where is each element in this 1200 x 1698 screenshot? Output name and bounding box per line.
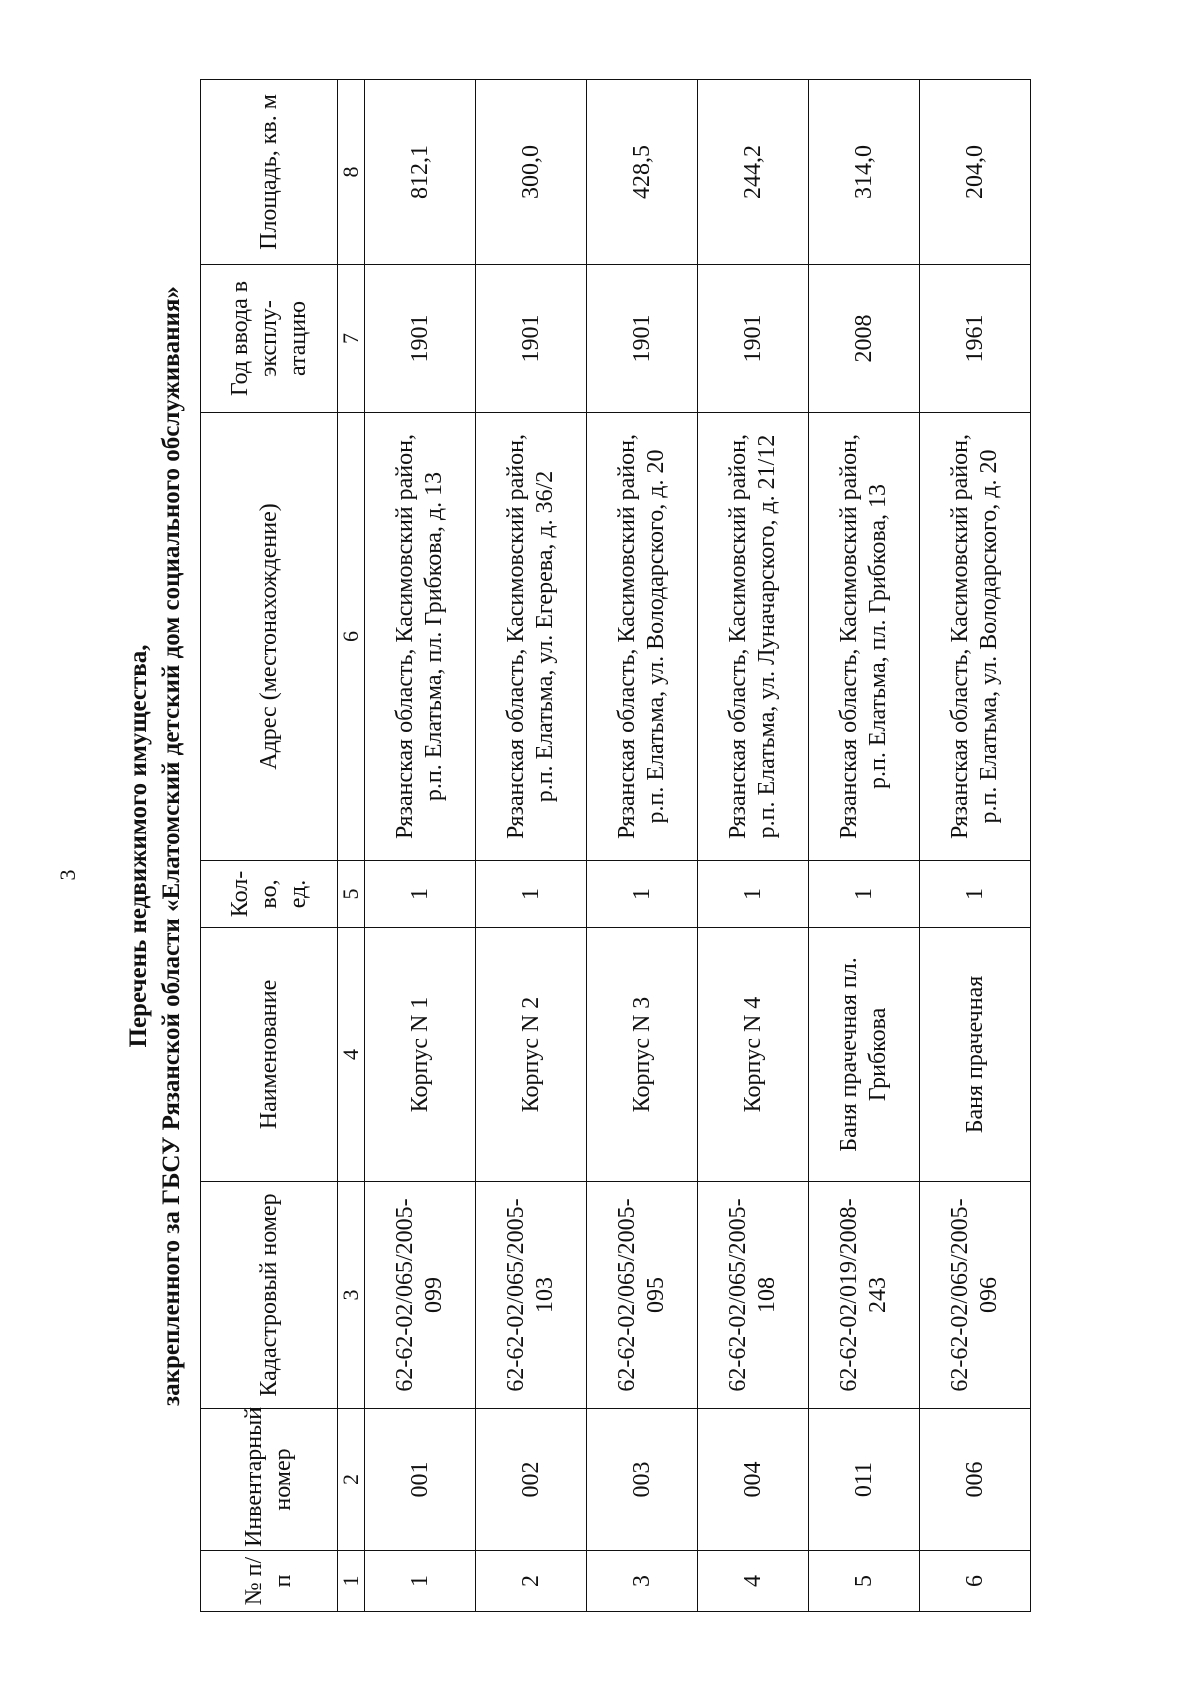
header-cell: Площадь, кв. м bbox=[201, 80, 338, 265]
page-number: 3 bbox=[55, 869, 80, 881]
table-cell: 4 bbox=[698, 1551, 809, 1612]
table-cell: Баня прачечная пл. Грибкова bbox=[809, 928, 920, 1182]
table-cell: 002 bbox=[476, 1409, 587, 1551]
table-cell: 1901 bbox=[476, 265, 587, 413]
table-cell: 1961 bbox=[920, 265, 1031, 413]
table-cell: 1 bbox=[809, 861, 920, 928]
column-number: 1 bbox=[338, 1551, 365, 1612]
table-cell: 1 bbox=[365, 861, 476, 928]
column-number: 7 bbox=[338, 265, 365, 413]
table-row bbox=[587, 80, 698, 1612]
table-cell: 1901 bbox=[698, 265, 809, 413]
table-row bbox=[476, 80, 587, 1612]
table-cell: 62-62-02/065/2005-099 bbox=[365, 1182, 476, 1409]
column-number: 3 bbox=[338, 1182, 365, 1409]
header-cell: Кол-во, ед. bbox=[201, 861, 338, 928]
header-row bbox=[201, 80, 338, 1612]
table-cell: 204,0 bbox=[920, 80, 1031, 265]
table-cell: Корпус N 4 bbox=[698, 928, 809, 1182]
header-cell: Адрес (местонахождение) bbox=[201, 413, 338, 861]
table-cell: 5 bbox=[809, 1551, 920, 1612]
table-cell: 004 bbox=[698, 1409, 809, 1551]
header-cell: Инвентарный номер bbox=[201, 1409, 338, 1551]
table-cell: 300,0 bbox=[476, 80, 587, 265]
table-cell: Рязанская область, Касимовский район, р.п. Елатьма, пл. Грибкова, д. 13 bbox=[365, 413, 476, 861]
table-cell: 62-62-02/065/2005-103 bbox=[476, 1182, 587, 1409]
table-cell: 1901 bbox=[365, 265, 476, 413]
table-cell: 2 bbox=[476, 1551, 587, 1612]
table-cell: Корпус N 1 bbox=[365, 928, 476, 1182]
column-number: 5 bbox=[338, 861, 365, 928]
table-cell: 1901 bbox=[587, 265, 698, 413]
table-cell: 1 bbox=[476, 861, 587, 928]
table-cell: 006 bbox=[920, 1409, 1031, 1551]
rotated-page-content bbox=[80, 72, 1040, 1620]
table-cell: 6 bbox=[920, 1551, 1031, 1612]
table-cell: 1 bbox=[920, 861, 1031, 928]
column-number: 4 bbox=[338, 928, 365, 1182]
table-cell: 1 bbox=[698, 861, 809, 928]
property-table bbox=[200, 79, 1031, 1612]
table-row bbox=[809, 80, 920, 1612]
column-number-row bbox=[338, 80, 365, 1612]
table-cell: 2008 bbox=[809, 265, 920, 413]
header-cell: Наименование bbox=[201, 928, 338, 1182]
table-cell: Баня прачечная bbox=[920, 928, 1031, 1182]
table-cell: 003 bbox=[587, 1409, 698, 1551]
table-cell: 011 bbox=[809, 1409, 920, 1551]
table-cell: 428,5 bbox=[587, 80, 698, 265]
table-cell: 001 bbox=[365, 1409, 476, 1551]
title-line-2: закрепленного за ГБСУ Рязанской области «Елатомский детский дом социального обслуживания» bbox=[158, 286, 185, 1406]
table-row bbox=[365, 80, 476, 1612]
table-cell: Рязанская область, Касимовский район, р.п. Елатьма, ул. Егерева, д. 36/2 bbox=[476, 413, 587, 861]
table-cell: Рязанская область, Касимовский район, р.п. Елатьма, ул. Луначарского, д. 21/12 bbox=[698, 413, 809, 861]
table-cell: Рязанская область, Касимовский район, р.п. Елатьма, пл. Грибкова, 13 bbox=[809, 413, 920, 861]
title-line-1: Перечень недвижимого имущества, bbox=[125, 644, 152, 1048]
table-cell: Рязанская область, Касимовский район, р.п. Елатьма, ул. Володарского, д. 20 bbox=[920, 413, 1031, 861]
header-cell: Кадастровый номер bbox=[201, 1182, 338, 1409]
document-title bbox=[122, 72, 188, 1620]
table-row bbox=[920, 80, 1031, 1612]
column-number: 8 bbox=[338, 80, 365, 265]
table-cell: Корпус N 2 bbox=[476, 928, 587, 1182]
table-cell: 3 bbox=[587, 1551, 698, 1612]
table-cell: 244,2 bbox=[698, 80, 809, 265]
table-cell: Корпус N 3 bbox=[587, 928, 698, 1182]
table-cell: 62-62-02/065/2005-095 bbox=[587, 1182, 698, 1409]
table-cell: Рязанская область, Касимовский район, р.п. Елатьма, ул. Володарского, д. 20 bbox=[587, 413, 698, 861]
table-cell: 314,0 bbox=[809, 80, 920, 265]
table-cell: 812,1 bbox=[365, 80, 476, 265]
column-number: 2 bbox=[338, 1409, 365, 1551]
header-cell: Год ввода в эксплу-атацию bbox=[201, 265, 338, 413]
table-cell: 62-62-02/065/2005-096 bbox=[920, 1182, 1031, 1409]
table-cell: 62-62-02/065/2005-108 bbox=[698, 1182, 809, 1409]
column-number: 6 bbox=[338, 413, 365, 861]
table-cell: 62-62-02/019/2008-243 bbox=[809, 1182, 920, 1409]
table-cell: 1 bbox=[365, 1551, 476, 1612]
table-row bbox=[698, 80, 809, 1612]
table-cell: 1 bbox=[587, 861, 698, 928]
header-cell: № п/п bbox=[201, 1551, 338, 1612]
